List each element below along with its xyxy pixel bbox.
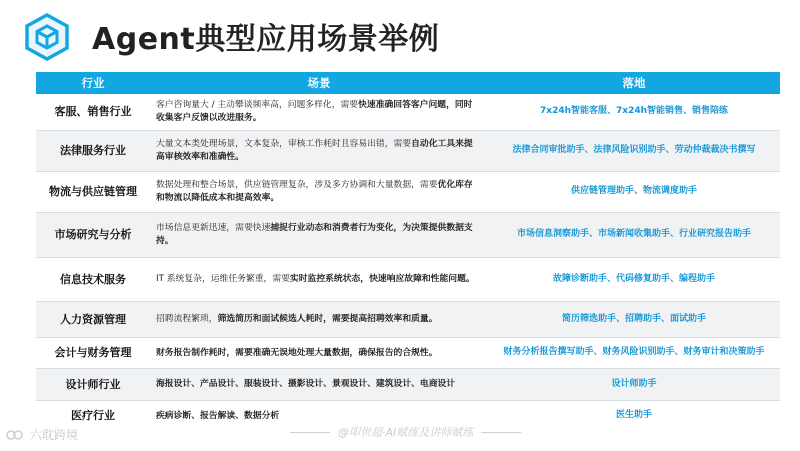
scenario-table: [36, 72, 780, 431]
scene-cell: [150, 172, 488, 212]
industry-cell: 市场研究与分析: [54, 228, 132, 242]
industry-cell: 物流与供应链管理: [49, 185, 137, 199]
landing-cell: 7x24h智能客服、7x24h智能销售、销售陪练: [540, 106, 728, 117]
scene-strong: 快速准确回答客户问题，同时收集客户反馈以改进服务。: [156, 100, 473, 123]
scene-strong: 海报设计、产品设计、服装设计、摄影设计、景观设计、建筑设计、电商设计: [156, 379, 456, 390]
scene-plain: 招聘流程繁琐，: [156, 314, 218, 325]
scene-cell: [150, 258, 488, 301]
table-row: [36, 258, 780, 302]
scene-cell: [150, 302, 488, 337]
scene-plain: IT 系统复杂，运维任务繁重，需要: [156, 274, 290, 285]
scene-cell: [150, 338, 488, 368]
cube-logo-icon: [22, 12, 72, 62]
signature-divider-right: [481, 432, 521, 433]
landing-cell: 法律合同审批助手、法律风险识别助手、劳动仲裁裁决书撰写: [512, 145, 756, 156]
page-title: Agent典型应用场景举例: [92, 22, 440, 57]
scene-strong: 优化库存和物流以降低成本和提高效率。: [156, 180, 473, 203]
scene-cell: [150, 131, 488, 171]
landing-cell: 设计师助手: [611, 378, 657, 389]
scene-strong: 疾病诊断、报告解读、数据分析: [156, 410, 280, 421]
table-header: [36, 72, 780, 94]
header-landing: 落地: [622, 76, 646, 90]
signature-text: @叩世超·AI赋练及讲师赋练: [338, 426, 474, 439]
scene-plain: 数据处理和整合场景，供应链管理复杂，涉及多方协调和大量数据，需要: [156, 180, 438, 191]
table-row: [36, 302, 780, 338]
footer-brand: [6, 426, 78, 443]
scene-cell: [150, 94, 488, 130]
table-row: [36, 94, 780, 131]
scene-cell: [150, 213, 488, 257]
landing-cell: 医生助手: [615, 410, 652, 421]
scene-strong: 筛选简历和面试候选人耗时，需要提高招聘效率和质量。: [217, 314, 438, 325]
table-row: [36, 172, 780, 213]
table-row: [36, 338, 780, 369]
footer-brand-text: 六耽跨境: [30, 428, 79, 442]
industry-cell: 医疗行业: [71, 409, 115, 423]
industry-cell: 会计与财务管理: [54, 346, 132, 360]
scene-cell: [150, 369, 488, 400]
brand-mark-icon: [6, 427, 24, 443]
industry-cell: 人力资源管理: [60, 312, 126, 326]
landing-cell: 市场信息洞察助手、市场新闻收集助手、行业研究报告助手: [516, 229, 751, 240]
scene-plain: 市场信息更新迅速，需要快速: [156, 223, 271, 234]
scene-strong: 自动化工具来提高审核效率和准确性。: [156, 139, 473, 162]
landing-cell: 简历筛选助手、招聘助手、面试助手: [561, 313, 706, 324]
industry-cell: 信息技术服务: [60, 272, 126, 286]
landing-cell: 财务分析报告撰写助手、财务风险识别助手、财务审计和决策助手: [503, 347, 765, 358]
table-row: [36, 213, 780, 258]
scene-strong: 财务报告制作耗时，需要准确无误地处理大量数据，确保报告的合规性。: [156, 347, 438, 358]
industry-cell: 客服、销售行业: [54, 105, 132, 119]
signature-divider-left: [290, 432, 330, 433]
scene-strong: 捕捉行业动态和消费者行为变化，为决策提供数据支持。: [156, 223, 473, 246]
scene-plain: 客户咨询量大 / 主动攀谈频率高，问题多样化，需要: [156, 100, 359, 111]
scene-plain: 大量文本类处理场景，文本复杂，审核工作耗时且容易出错，需要: [156, 139, 412, 150]
header-industry: 行业: [81, 76, 105, 90]
footer-signature: [290, 424, 521, 440]
scene-strong: 实时监控系统状态，快速响应故障和性能问题。: [289, 274, 475, 285]
header-scene: 场景: [307, 76, 331, 90]
industry-cell: 法律服务行业: [60, 144, 126, 158]
landing-cell: 供应链管理助手、物流调度助手: [570, 186, 697, 197]
table-row: [36, 131, 780, 172]
table-row: [36, 369, 780, 401]
landing-cell: 故障诊断助手、代码修复助手、编程助手: [552, 273, 715, 284]
industry-cell: 设计师行业: [65, 377, 121, 391]
